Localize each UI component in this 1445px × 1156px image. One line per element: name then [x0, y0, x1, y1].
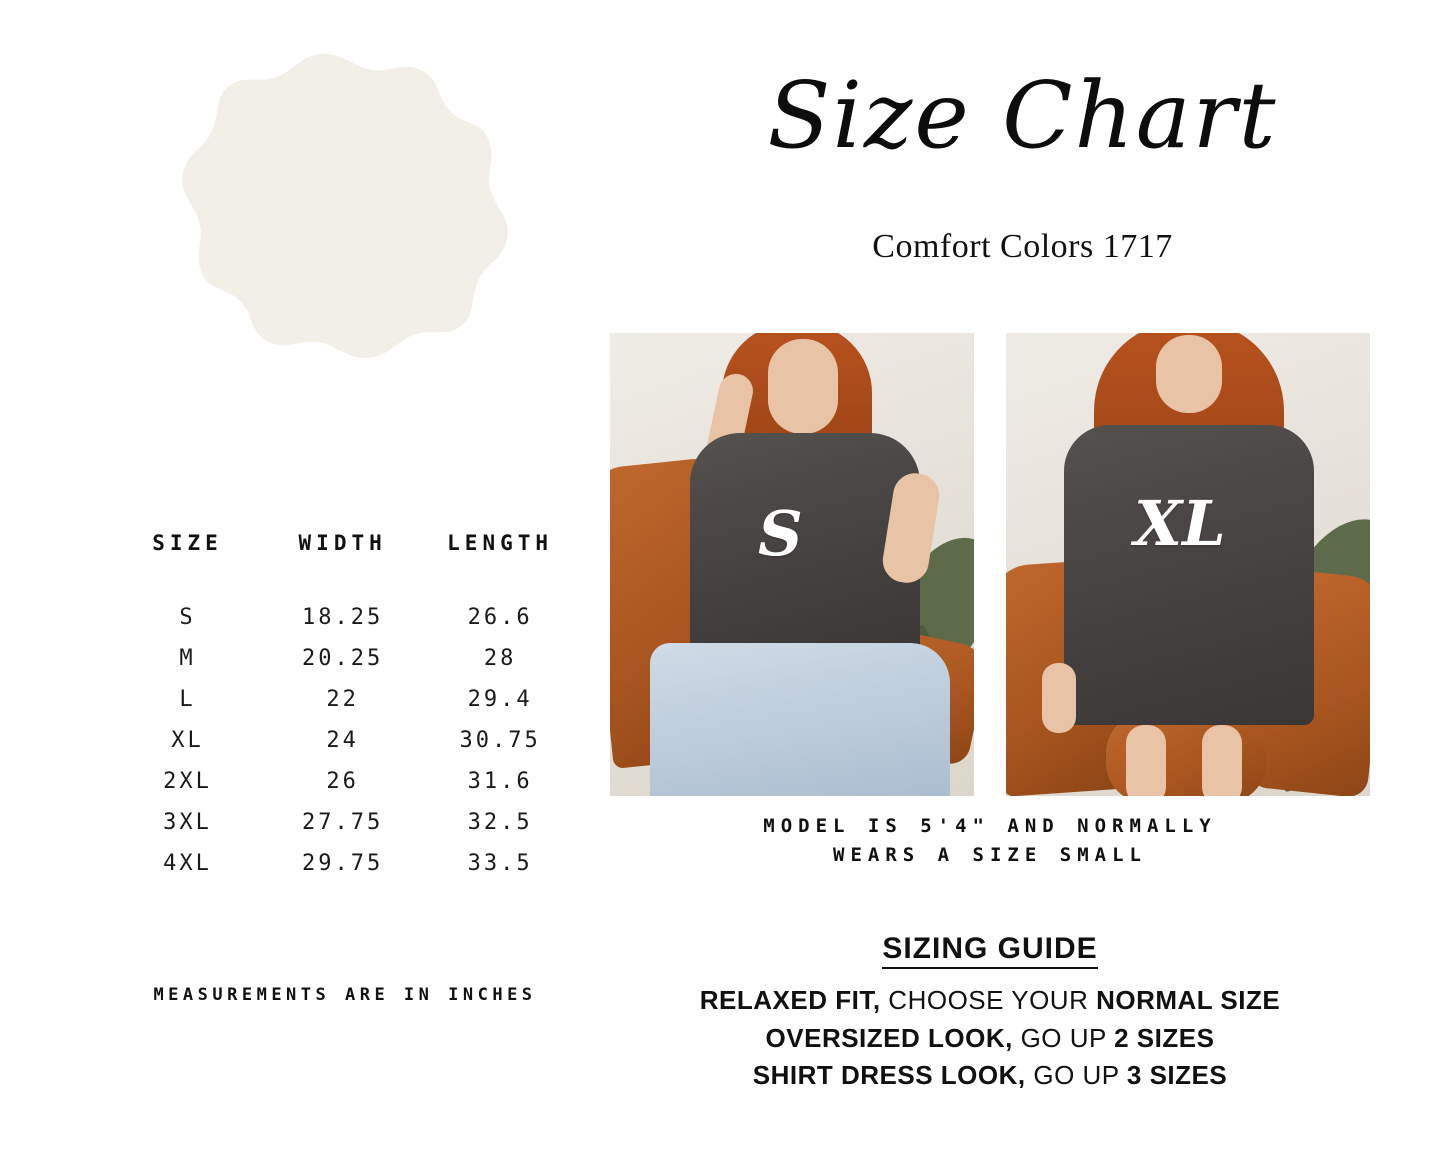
- sizing-guide-line-2-bold-1: OVERSIZED LOOK,: [765, 1022, 1013, 1053]
- sizing-guide-line-1-normal: CHOOSE YOUR: [880, 985, 1097, 1015]
- model-face: [1156, 335, 1222, 413]
- left-panel: [0, 0, 600, 1156]
- cell-size: S: [179, 605, 196, 630]
- sizing-guide-line-2-normal: GO UP: [1012, 1022, 1115, 1053]
- table-header-row: [110, 530, 580, 597]
- table-row: [110, 761, 580, 802]
- cell-size: M: [179, 646, 196, 671]
- sizing-guide-line-1-bold-2: NORMAL SIZE: [1096, 985, 1281, 1015]
- cell-length: 26.6: [467, 605, 533, 630]
- cell-length: 33.5: [467, 851, 533, 876]
- model-leg: [1126, 725, 1166, 796]
- cell-size: XL: [171, 728, 204, 753]
- right-panel: [600, 0, 1445, 1156]
- column-header-size: SIZE: [152, 531, 223, 555]
- model-note-line-1: MODEL IS 5'4" AND NORMALLY: [763, 815, 1217, 837]
- model-note-line-2: WEARS A SIZE SMALL: [833, 843, 1147, 866]
- tshirt: [1064, 425, 1314, 725]
- column-header-length: LENGTH: [447, 531, 554, 555]
- cell-length: 30.75: [459, 728, 541, 753]
- model-note: [600, 812, 1380, 869]
- cell-width: 22: [326, 687, 359, 712]
- product-subtitle: Comfort Colors 1717: [872, 228, 1173, 265]
- sizing-guide-line-2-bold-2: 2 SIZES: [1114, 1022, 1215, 1053]
- cell-length: 28: [483, 646, 517, 671]
- shirt-size-label-s: S: [758, 497, 803, 570]
- column-header-width: WIDTH: [298, 531, 387, 555]
- table-row: [110, 638, 580, 679]
- cell-width: 24: [326, 728, 359, 753]
- model-face: [768, 339, 838, 434]
- sizing-guide-lines: [600, 982, 1380, 1095]
- sizing-guide-line: [600, 1020, 1380, 1058]
- measurements-footnote: MEASUREMENTS ARE IN INCHES: [153, 985, 537, 1005]
- table-row: [110, 597, 580, 638]
- cell-width: 26: [326, 769, 359, 794]
- table-row: [110, 843, 580, 884]
- model-hand: [1042, 663, 1076, 733]
- sizing-guide-line-3-normal: GO UP: [1025, 1060, 1127, 1091]
- photo-size-xl: [1006, 333, 1370, 796]
- sizing-guide-title: [600, 932, 1380, 966]
- sizing-guide-line-3-bold-1: SHIRT DRESS LOOK,: [752, 1060, 1026, 1091]
- cell-length: 29.4: [467, 687, 533, 712]
- model-leg: [1202, 725, 1242, 796]
- model-photos: [610, 333, 1370, 796]
- page-title: Size Chart: [767, 62, 1278, 169]
- cell-size: 4XL: [163, 851, 212, 876]
- cell-length: 31.6: [467, 769, 533, 794]
- sizing-guide-line-3-bold-2: 3 SIZES: [1126, 1060, 1228, 1091]
- cell-width: 29.75: [302, 851, 384, 876]
- cell-size: L: [179, 687, 196, 712]
- sizing-guide-line: [600, 982, 1380, 1020]
- sizing-guide-title-text: SIZING GUIDE: [882, 932, 1097, 969]
- size-chart-table: [110, 530, 580, 884]
- cell-length: 32.5: [467, 810, 533, 835]
- cell-size: 2XL: [163, 769, 212, 794]
- table-row: [110, 720, 580, 761]
- cell-width: 20.25: [302, 646, 384, 671]
- sizing-guide-line-1-bold-1: RELAXED FIT,: [699, 985, 881, 1015]
- photo-size-small: [610, 333, 974, 796]
- table-row: [110, 679, 580, 720]
- table-row: [110, 802, 580, 843]
- model-jeans: [650, 643, 950, 796]
- cell-width: 18.25: [302, 605, 384, 630]
- shirt-size-label-xl: XL: [1134, 487, 1226, 560]
- sizing-guide-line: [600, 1057, 1380, 1095]
- cell-width: 27.75: [302, 810, 384, 835]
- cell-size: 3XL: [163, 810, 212, 835]
- decorative-blob: [128, 50, 520, 450]
